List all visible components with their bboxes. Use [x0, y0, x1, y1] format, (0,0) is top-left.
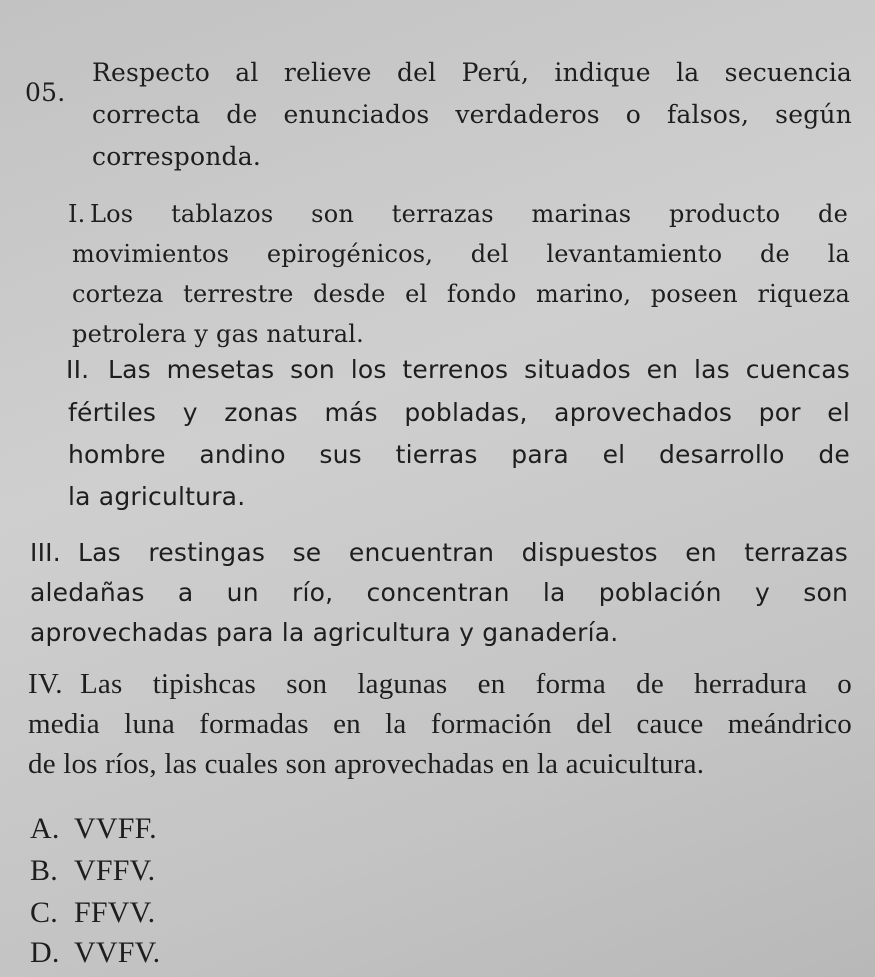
option-text: VVFV. — [74, 936, 161, 969]
statement-label: I. — [68, 200, 86, 228]
option-letter: B. — [30, 854, 58, 887]
statement-text-line: Las tipishcas son lagunas en forma de herradura o — [80, 668, 852, 700]
question-text-line: correcta de enunciados verdaderos o falsos, según — [92, 100, 852, 129]
statement-text-line: hombre andino sus tierras para el desarrollo de — [68, 440, 850, 469]
option-letter: C. — [30, 896, 58, 929]
statement-text-line: la agricultura. — [68, 482, 246, 511]
statement-text-line: movimientos epirogénicos, del levantamiento de la — [72, 240, 850, 268]
statement-text-line: Las mesetas son los terrenos situados en las cuencas — [108, 355, 850, 384]
question-number: 05. — [25, 78, 66, 107]
question-text-line: corresponda. — [92, 142, 261, 171]
statement-text-line: Los tablazos son terrazas marinas producto de — [90, 200, 848, 228]
statement-label: III. — [30, 538, 61, 567]
option-letter: D. — [30, 936, 60, 969]
statement-label: IV. — [28, 668, 63, 700]
option-text: VVFF. — [74, 812, 157, 845]
statement-text-line: media luna formadas en la formación del cauce meándrico — [28, 708, 852, 740]
statement-text-line: Las restingas se encuentran dispuestos en terrazas — [78, 538, 848, 567]
question-text-line: Respecto al relieve del Perú, indique la secuencia — [92, 58, 852, 87]
statement-text-line: fértiles y zonas más pobladas, aprovechados por el — [68, 398, 850, 427]
statement-text-line: aledañas a un río, concentran la población y son — [30, 578, 848, 607]
statement-text-line: de los ríos, las cuales son aprovechadas en la acuicultura. — [28, 748, 705, 780]
statement-text-line: corteza terrestre desde el fondo marino, poseen riqueza — [72, 280, 850, 308]
statement-text-line: aprovechadas para la agricultura y ganadería. — [30, 618, 619, 647]
option-text: VFFV. — [74, 854, 156, 887]
statement-text-line: petrolera y gas natural. — [72, 320, 364, 348]
option-letter: A. — [30, 812, 60, 845]
option-text: FFVV. — [74, 896, 156, 929]
statement-label: II. — [66, 355, 90, 384]
